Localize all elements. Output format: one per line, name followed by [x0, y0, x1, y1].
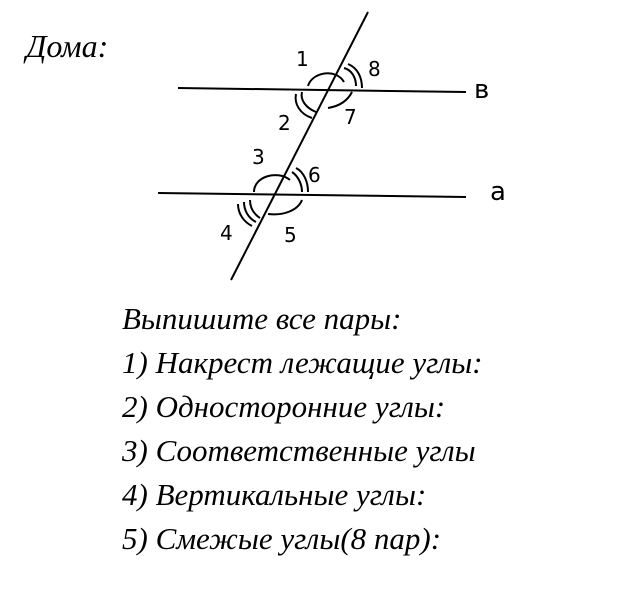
angle-arc-4 — [250, 200, 260, 218]
task-item-4: 4) Вертикальные углы: — [122, 477, 427, 512]
angle-arc-3 — [254, 175, 290, 192]
angle-label-2: 2 — [278, 111, 291, 135]
angle-label-5: 5 — [284, 223, 297, 247]
angle-label-8: 8 — [368, 57, 381, 81]
angle-arc-2b — [296, 94, 312, 118]
task-item-5: 5) Смежые углы(8 пар): — [122, 521, 442, 556]
task-item-2: 2) Односторонние углы: — [122, 389, 446, 424]
angle-arc-6 — [292, 172, 302, 192]
line-a — [158, 193, 466, 197]
line-b — [178, 88, 466, 92]
angle-label-1: 1 — [296, 47, 309, 71]
angle-label-7: 7 — [344, 105, 357, 129]
angle-arc-5 — [268, 200, 302, 214]
angle-arc-1 — [308, 73, 344, 86]
line-label-b: в — [474, 75, 490, 105]
angle-arc-8 — [344, 68, 356, 86]
angle-label-4: 4 — [220, 221, 233, 245]
angle-label-3: 3 — [252, 145, 265, 169]
page-heading: Дома: — [26, 28, 109, 64]
task-intro: Выпишите все пары: — [122, 301, 402, 336]
line-label-a: а — [490, 177, 506, 207]
angle-arc-2 — [302, 92, 316, 112]
task-list — [122, 297, 483, 561]
task-item-3: 3) Соответственные углы — [122, 433, 476, 468]
task-item-1: 1) Накрест лежащие углы: — [122, 345, 483, 380]
angle-label-6: 6 — [308, 163, 321, 187]
